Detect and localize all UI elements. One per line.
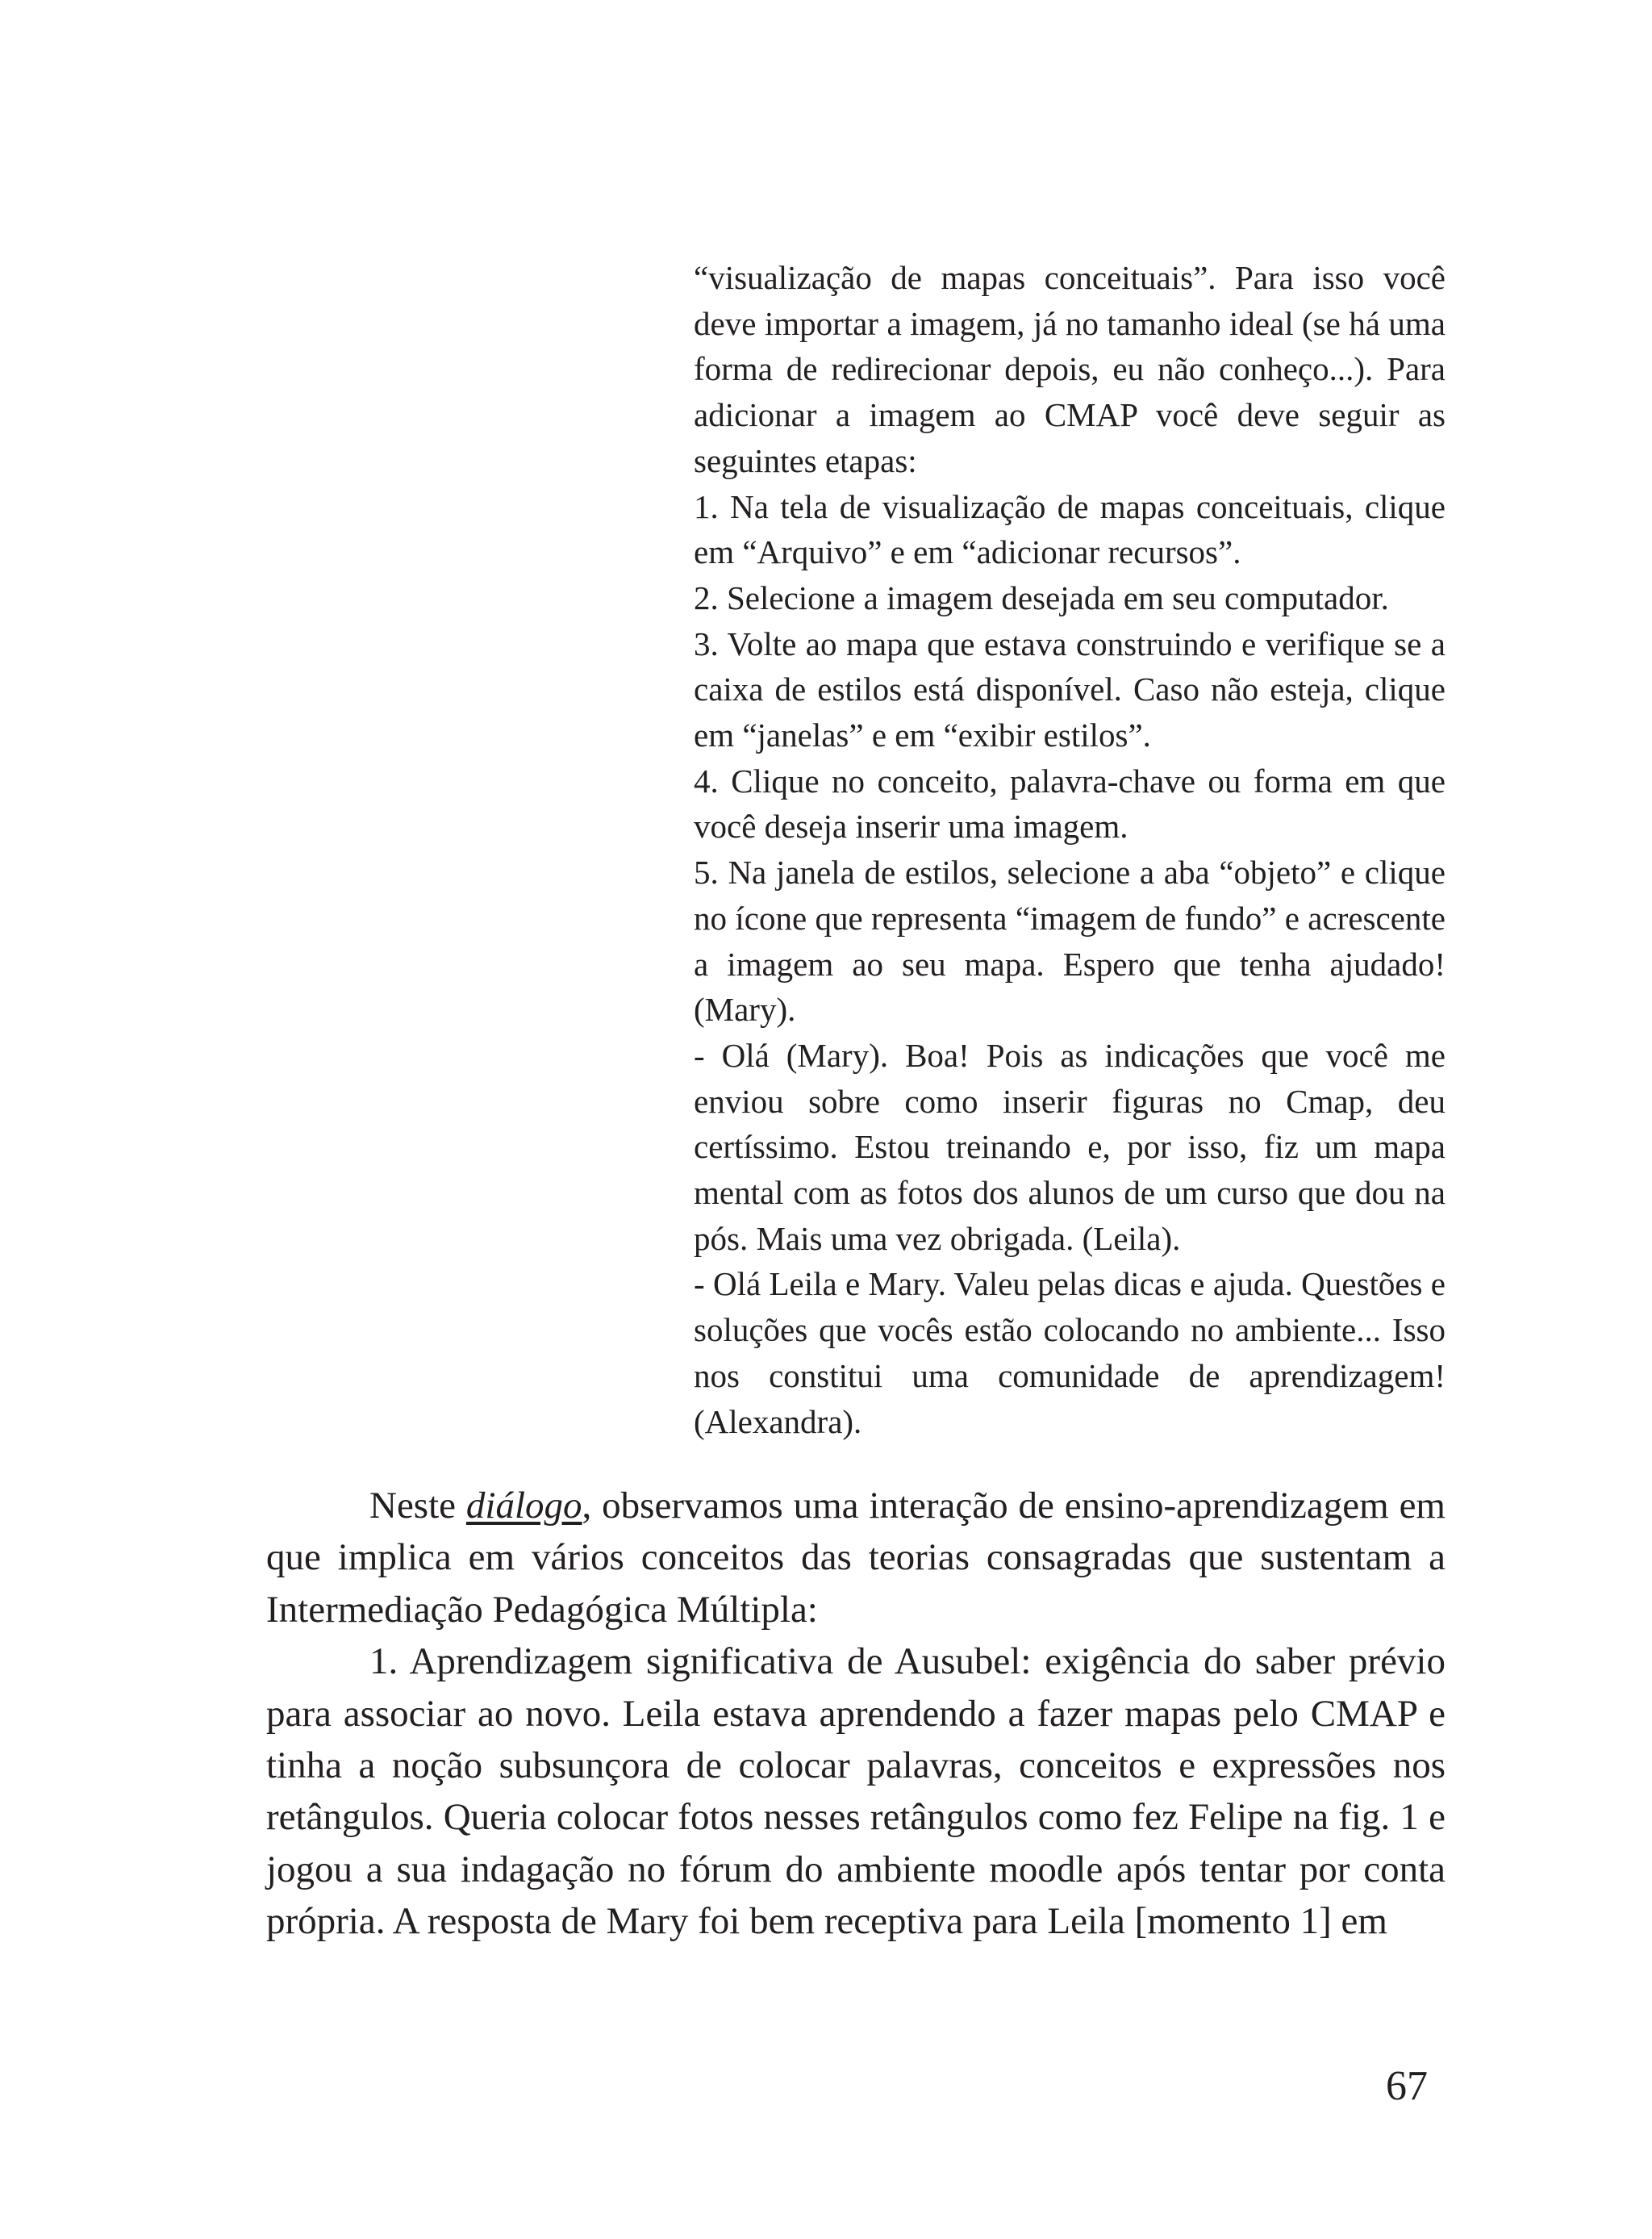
quote-step-1: 1. Na tela de visualização de mapas conceituais, clique em “Arquivo” e em “adicionar recursos”. bbox=[694, 487, 1446, 571]
quote-step-3: 3. Volte ao mapa que estava construindo e verifique se a caixa de estilos está disponível. Caso não esteja, clique em “janelas” e em “exibir estilos”. bbox=[694, 624, 1446, 754]
emphasized-term: diálogo bbox=[465, 1485, 582, 1527]
body-p1-lead: Neste bbox=[369, 1485, 466, 1527]
quote-step-2: 2. Selecione a imagem desejada em seu computador. bbox=[694, 579, 1389, 616]
quote-step-5: 5. Na janela de estilos, selecione a aba “objeto” e clique no ícone que representa “imagem de fundo” e acrescente a imagem ao seu mapa. Espero que tenha ajudado! (Mary). bbox=[694, 854, 1446, 1029]
quote-step-4: 4. Clique no conceito, palavra-chave ou forma em que você deseja inserir uma imagem. bbox=[694, 762, 1446, 846]
body-p1-rest: , observamos uma interação de ensino-aprendizagem em que implica em vários conceitos das teorias consagradas que sustentam a Intermediação Pedagógica Múltipla: bbox=[266, 1485, 1446, 1631]
quote-reply-alexandra: - Olá Leila e Mary. Valeu pelas dicas e ajuda. Questões e soluções que vocês estão colocando no ambiente... Isso nos constitui uma comunidade de aprendizagem! (Alexandra). bbox=[694, 1265, 1446, 1440]
body-text bbox=[266, 1480, 1446, 1948]
quoted-dialogue bbox=[694, 255, 1446, 1444]
body-paragraph-1 bbox=[266, 1480, 1446, 1635]
quote-reply-leila: - Olá (Mary). Boa! Pois as indicações que você me enviou sobre como inserir figuras no Cmap, deu certíssimo. Estou treinando e, por isso, fiz um mapa mental com as fotos dos alunos de um curso que dou na pós. Mais uma vez obrigada. (Leila). bbox=[694, 1036, 1446, 1257]
page-number: 67 bbox=[1386, 2063, 1428, 2109]
quote-paragraph: “visualização de mapas conceituais”. Para isso você deve importar a imagem, já no tamanho ideal (se há uma forma de redirecionar depois, eu não conheço...). Para adicionar a imagem ao CMAP você deve seguir as seguintes etapas: bbox=[694, 259, 1446, 479]
body-paragraph-2: 1. Aprendizagem significativa de Ausubel: exigência do saber prévio para associar ao novo. Leila estava aprendendo a fazer mapas pelo CMAP e tinha a noção subsunçora de colocar palavras, conceitos e expressões nos retângulos. Queria colocar fotos nesses retângulos como fez Felipe na fig. 1 e jogou a sua indagação no fórum do ambiente moodle após tentar por conta própria. A resposta de Mary foi bem receptiva para Leila [momento 1] em bbox=[266, 1640, 1446, 1943]
